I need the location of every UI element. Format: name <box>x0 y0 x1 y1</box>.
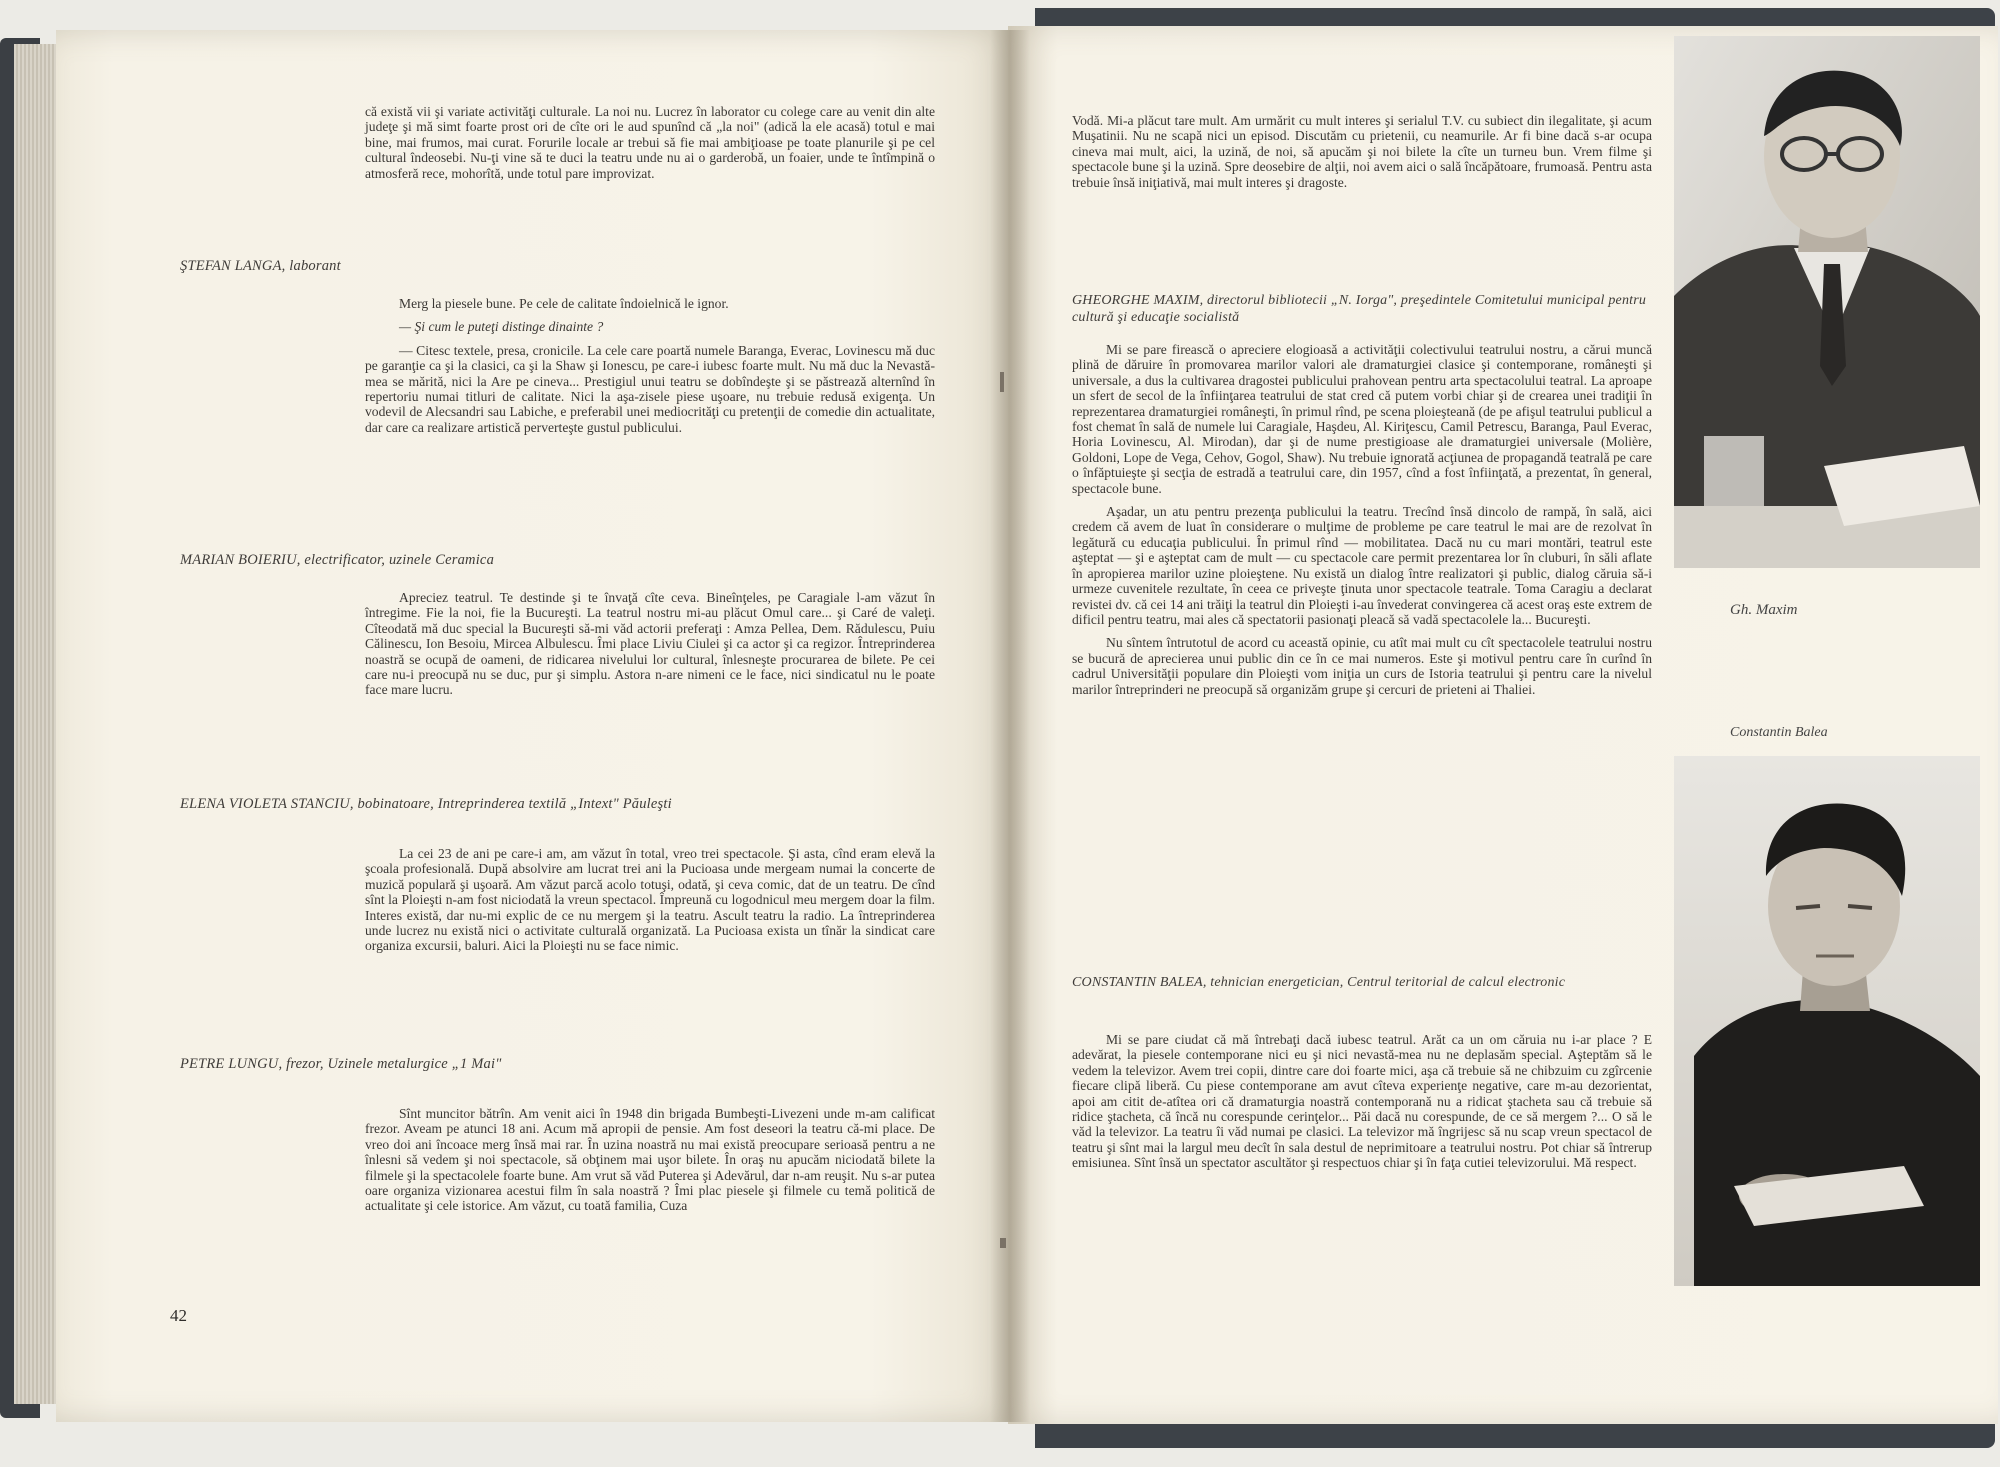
stanciu-answer <box>365 846 935 954</box>
langa-question: — Şi cum le puteţi distinge dinainte ? <box>399 319 604 335</box>
intro-text: că există vii şi variate activităţi culturale. La noi nu. Lucrez în laborator cu colege care au venit din alte judeţe şi mă simt foarte prost ori de cîte ori le aud spunînd că „la noi" (adică la ele acasă) totul e mai bine, mai frumos, mai curat. Forurile locale ar trebui să fie mai ambiţioase pe toate planurile şi pe cel cultural îndeosebi. Nu-ţi vine să te duci la teatru unde nu ai o garderobă, un foaier, unde te întîmpină o atmosferă rece, mohorîtă, unde totul pare improvizat. <box>365 104 935 181</box>
maxim-answer <box>1072 342 1652 697</box>
right-top-text: Vodă. Mi-a plăcut tare mult. Am urmărit cu mult interes şi serialul T.V. cu subiect din ilegalitate, şi acum Muşatinii. Nu ne scapă nici un episod. Discutăm cu prietenii, cu neamurile. Ar fi bine dacă s-ar ocupa cineva mai mult, aici, la uzină, de noi, să apucăm şi noi bilete la cîte un turneu bun. Vrem filme şi spectacole bune şi la uzină. Spre deosebire de alţii, noi avem aici o sală încăpătoare, frumoasă. Pentru asta trebuie însă iniţiativă, mai mult interes şi dragoste. <box>1072 113 1652 190</box>
signature-balea: CONSTANTIN BALEA, tehnician energetician, Centrul teritorial de calcul electronic <box>1072 975 1566 990</box>
signature-langa: ŞTEFAN LANGA, laborant <box>180 258 341 274</box>
signature-maxim: GHEORGHE MAXIM, directorul bibliotecii „N. Iorga", preşedintele Comitetului municipal pentru cultură şi educaţie socialistă <box>1072 293 1647 325</box>
photo-gh-maxim <box>1674 36 1980 568</box>
signature-lungu: PETRE LUNGU, frezor, Uzinele metalurgice „1 Mai" <box>180 1056 502 1072</box>
portrait-balea-illustration <box>1674 756 1980 1286</box>
portrait-maxim-illustration <box>1674 36 1980 568</box>
langa-answer <box>365 296 935 435</box>
page-number: 42 <box>170 1306 187 1325</box>
caption-balea: Constantin Balea <box>1730 725 1828 740</box>
langa-text-1: Merg la piesele bune. Pe cele de calitate îndoielnică le ignor. <box>399 296 729 311</box>
binding-thread-top <box>1000 372 1004 392</box>
right-top-paragraph <box>1072 113 1652 190</box>
lungu-answer <box>365 1106 935 1214</box>
balea-answer <box>1072 1032 1652 1171</box>
boieriu-answer <box>365 590 935 698</box>
signature-stanciu: ELENA VIOLETA STANCIU, bobinatoare, Intreprinderea textilă „Intext" Păuleşti <box>180 796 672 812</box>
maxim-text-2: Aşadar, un atu pentru prezenţa publicului la teatru. Trecînd însă dincolo de rampă, în sală, aici credem că avem de luat în considerare o mulţime de probleme pe care teatrul le mai are de rezolvat în legătură cu educaţia publicului. În primul rînd — mobilitatea. Dacă nu cu mari montări, teatrul este aşteptat — şi e aşteptat cam de mult — cu spectacole care permit prezentarea lor în cluburi, în săli aflate în apropierea marilor uzine ploieştene. Nu există un dialog între realizatori şi public, dialog căruia să-i urmeze cuvenitele rezultate, în ceea ce priveşte ţinuta unor spectacole teatrale. Toma Caragiu a declarat revistei dv. că cei 14 ani trăiţi la teatrul din Ploieşti i-au învederat convingerea că acest oraş este extrem de dificil pentru teatru, mai ales că spectatorii pasionaţi pleacă să vadă spectacolele la... Bucureşti. <box>1072 504 1652 627</box>
balea-text: Mi se pare ciudat că mă întrebaţi dacă iubesc teatrul. Arăt ca un om căruia nu i-ar place ? E adevărat, la piesele contemporane nici eu şi nici nevastă-mea nu ne deplasăm special. Aşteptăm să le vedem la televizor. Avem trei copii, dintre care doi foarte mici, aşa că trebuie să ne chibzuim cu zgîrcenie fiecare clipă liberă. Cu piese contemporane am avut cîteva experienţe negative, care m-au dezorientat, apoi am citit de-atîtea ori că dramaturgia noastră contemporană nu a ridicat ştacheta sau că trebuie să ridice ştacheta, că încă nu corespunde cerinţelor... Păi dacă nu corespunde, de ce să mergem ?... O să le văd la televizor. La teatru îi văd numai pe clasici. La televizor mă îngrijesc să nu scap vreun spectacol de teatru şi sînt mai la largul meu decît în sala destul de neprimitoare a teatrului nostru. Pot chiar să întrerup emisiunea. Sînt însă un spectator ascultător şi respectuos chiar şi în faţa cutiei televizorului. Mă respect. <box>1072 1032 1652 1171</box>
photo-constantin-balea <box>1674 756 1980 1286</box>
maxim-text-3: Nu sîntem întrutotul de acord cu această opinie, cu atît mai mult cu cît spectacolele teatrului nostru se bucură de aprecierea unui public din ce în ce mai numeros. Este şi motivul pentru care în curînd în cadrul Universităţii populare din Ploieşti vom iniţia un curs de Istoria teatrului şi pentru care la nivelul marilor întreprinderi ne preocupă să organizăm grupe şi cercuri de prieteni ai Thaliei. <box>1072 635 1652 697</box>
caption-maxim: Gh. Maxim <box>1730 602 1798 618</box>
boieriu-text: Apreciez teatrul. Te destinde şi te învaţă cîte ceva. Bineînţeles, pe Caragiale l-am văzut în întregime. Fie la noi, fie la Bucureşti. La teatrul nostru mi-au plăcut Omul care... şi Caré de valeţi. Cîteodată mă duc special la Bucureşti să-mi văd actorii preferaţi : Amza Pellea, Dem. Rădulescu, Puiu Călinescu, Ion Besoiu, Mircea Albulescu. Îmi place Liviu Ciulei şi ca actor şi ca regizor. Întreprinderea noastră se ocupă de oameni, de ridicarea nivelului lor cultural, înlesneşte procurarea de bilete. Pe cei care nu-i preocupă nu se duc, pur şi simplu. Astora n-are nimeni ce le face, nici sindicatul nu le poate face mare lucru. <box>365 590 935 698</box>
book-gutter <box>990 30 1030 1422</box>
binding-thread-bottom <box>1000 1238 1006 1248</box>
langa-text-2: — Citesc textele, presa, cronicile. La cele care poartă numele Baranga, Everac, Lovinescu mă duc pe garanţie ca şi la clasici, ca şi la Shaw şi Ionescu, pe care-i iubesc foarte mult. Nu mă duc la Nevastă-mea se mărită, nici la Are pe cineva... Prestigiul unui teatru se dobîndeşte şi se păstrează alternînd în repertoriu numai titluri de calitate. Nici la aşa-zisele piese uşoare, nu trebuie redusă exigenţa. Un vodevil de Alecsandri sau Labiche, e preferabil unei mediocrităţi cu pretenţii de comedie din actualitate, dar care ca realizare artistică perverteşte gustul publicului. <box>365 342 935 435</box>
lungu-text: Sînt muncitor bătrîn. Am venit aici în 1948 din brigada Bumbeşti-Livezeni unde m-am calificat frezor. Aveam pe atunci 18 ani. Acum mă apropii de pensie. Am fost deseori la teatru că-mi place. De vreo doi ani încoace merg însă mai rar. În uzina noastră nu mai există preocupare serioasă pentru a ne înlesni să vedem şi noi spectacole, să obţinem mai uşor bilete. În oraş nu apucăm niciodată bilete la filmele şi la spectacolele foarte bune. Am vrut să văd Puterea şi Adevărul, dar n-am reuşit. Nu s-ar putea oare organiza vizionarea acestui film în sala noastră ? Îmi plac piesele şi filmele cu temă politică de actualitate şi cele istorice. Am văzut, cu toată familia, Cuza <box>365 1106 935 1214</box>
signature-boieriu: MARIAN BOIERIU, electrificator, uzinele Ceramica <box>180 552 495 568</box>
maxim-text-1: Mi se pare firească o apreciere elogioasă a activităţii colectivului teatrului nostru, a cărui muncă plină de dăruire în promovarea marilor valori ale dramaturgiei clasice şi contemporane, româneşti şi universale, a dus la cultivarea dragostei publicului prahovean pentru arta spectacolului teatral. La aproape un sfert de secol de la înfiinţarea teatrului de stat cred că putem vorbi chiar şi de crearea unei tradiţii în reprezentarea dramaturgiei româneşti, în primul rînd, pe scena ploieşteană (de pe afişul teatrului publicul a fost chemat în sală de numele lui Caragiale, Haşdeu, Al. Kiriţescu, Camil Petrescu, Baranga, Paul Everac, Horia Lovinescu, Al. Mirodan), dar şi de nume prestigioase ale dramaturgiei universale (Molière, Goldoni, Lope de Vega, Cehov, Gogol, Shaw). Nu trebuie ignorată acţiunea de propagandă teatrală pe care o înfăptuieşte şi secţia de estradă a teatrului care, din 1957, cînd a fost înfiinţată, a prezentat, în general, spectacole bune. <box>1072 342 1652 496</box>
stanciu-text: La cei 23 de ani pe care-i am, am văzut în total, vreo trei spectacole. Şi asta, cînd eram elevă la şcoala profesională. După absolvire am lucrat trei ani la Pucioasa unde mergeam numai la concerte de muzică populară şi uşoară. Am văzut parcă acolo totuşi, odată, şi ceva comic, dat de un teatru. De cînd sînt la Ploieşti n-am fost niciodată la vreun spectacol. Împreună cu logodnicul meu mergem doar la film. Interes există, dar nu-mi explic de ce nu mergem şi la teatru. Ascult teatru la radio. La întreprinderea unde lucrez nu există nici o activitate culturală organizată. La Pucioasa exista un tînăr la sindicat care organiza excursii, baluri. Aici la Ploieşti nu se face nimic. <box>365 846 935 954</box>
intro-paragraph <box>365 104 935 181</box>
